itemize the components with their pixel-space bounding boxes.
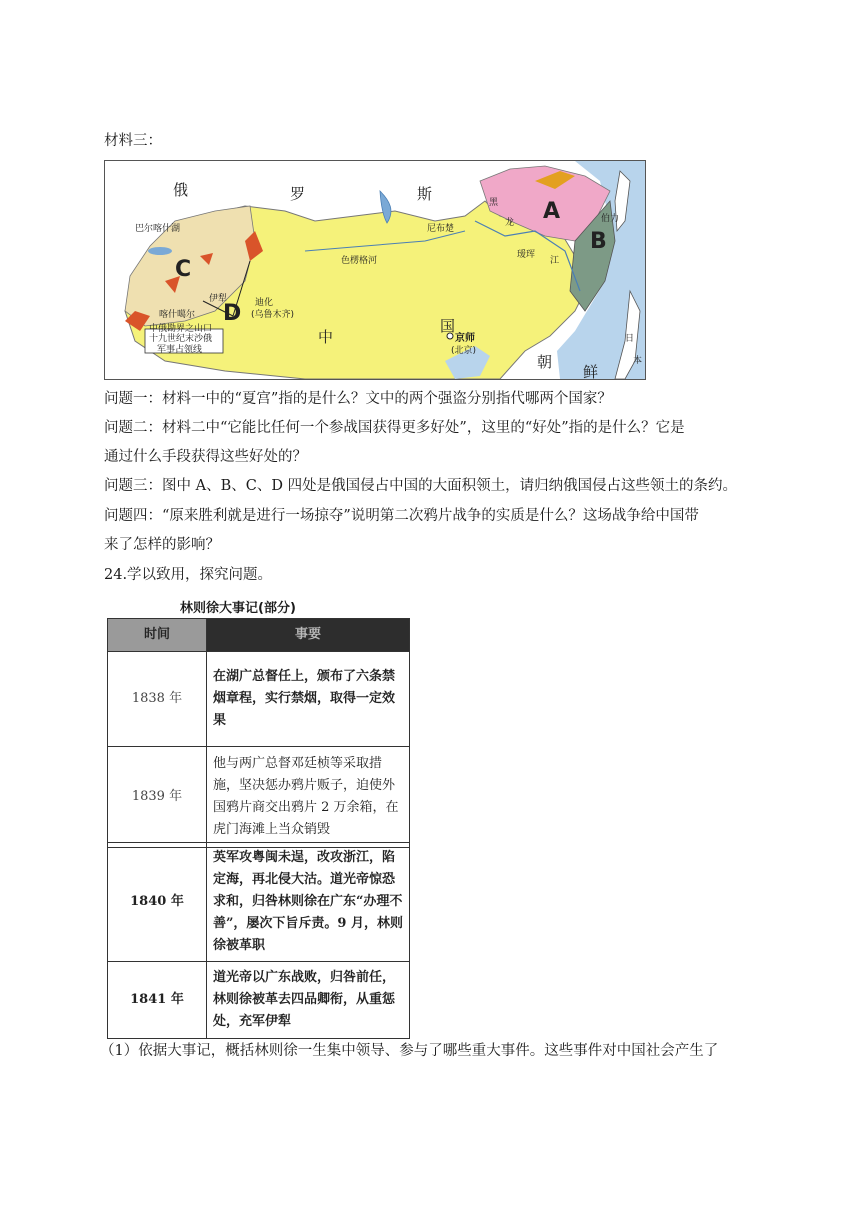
label-chao: 朝 bbox=[537, 353, 553, 371]
label-aigun: 瑷珲 bbox=[517, 250, 536, 260]
label-ri: 日 bbox=[625, 334, 635, 344]
label-legend-2: 军事占领线 bbox=[157, 345, 203, 355]
row-year: 1841 年 bbox=[108, 962, 207, 1039]
header-time: 时间 bbox=[108, 619, 207, 652]
label-nearby: 中俄勘界之山口 bbox=[149, 324, 213, 334]
label-china-1: 中 bbox=[318, 328, 334, 346]
table-row bbox=[108, 652, 410, 747]
row-year: 1839 年 bbox=[108, 747, 207, 848]
table-row bbox=[108, 843, 410, 962]
question-1: 问题一：材料一中的“夏宫”指的是什么？文中的两个强盗分别指代哪两个国家？ bbox=[104, 391, 612, 407]
label-river: 江 bbox=[550, 256, 560, 266]
map-letter-c: C bbox=[175, 257, 192, 282]
question-24-heading: 24.学以致用，探究问题。 bbox=[104, 567, 273, 583]
historical-map bbox=[104, 160, 646, 380]
label-jingshi: 京师 bbox=[455, 333, 475, 344]
label-russia-3: 斯 bbox=[417, 185, 433, 203]
map-letter-a: A bbox=[543, 199, 561, 224]
header-event: 事要 bbox=[206, 619, 409, 652]
label-yili: 伊犁 bbox=[209, 294, 228, 304]
label-legend-1: 十九世纪末沙俄 bbox=[149, 334, 213, 344]
label-dihua: 迪化 bbox=[255, 298, 274, 308]
chronology-table-2 bbox=[107, 842, 410, 1039]
label-khabarovsk: 伯力 bbox=[601, 214, 620, 224]
label-russia-2: 罗 bbox=[290, 185, 306, 203]
label-kashgar: 喀什噶尔 bbox=[159, 310, 196, 320]
row-event: 英军攻粤闽未逞，改攻浙江，陷定海，再北侵大沽。道光帝惊恐求和，归咎林则徐在广东“办理不善”，屡次下旨斥责。9 月，林则徐被革职 bbox=[206, 843, 409, 962]
row-event: 他与两广总督邓廷桢等采取措施，坚决惩办鸦片贩子，迫使外国鸦片商交出鸦片 2 万余箱，在虎门海滩上当众销毁 bbox=[206, 747, 409, 848]
question-2a: 问题二：材料二中“它能比任何一个参战国获得更多好处”，这里的“好处”指的是什么？它是 bbox=[104, 420, 685, 436]
question-1-text: （1）依据大事记，概括林则徐一生集中领导、参与了哪些重大事件。这些事件对中国社会产生了 bbox=[100, 1043, 719, 1059]
question-4a: 问题四：“原来胜利就是进行一场掠夺”说明第二次鸦片战争的实质是什么？这场战争给中国带 bbox=[104, 508, 699, 524]
map-letter-d: D bbox=[223, 301, 242, 326]
label-balkhash: 巴尔喀什湖 bbox=[135, 224, 181, 234]
chronology-header-row bbox=[108, 619, 410, 652]
chronology-title: 林则徐大事记(部分) bbox=[180, 601, 296, 616]
row-event: 道光帝以广东战败，归咎前任，林则徐被革去四品卿衔，从重惩处，充军伊犁 bbox=[206, 962, 409, 1039]
label-beijing: (北京) bbox=[451, 346, 477, 356]
question-4b: 来了怎样的影响？ bbox=[104, 537, 220, 553]
label-heilong: 黑 bbox=[489, 198, 499, 208]
label-mountain: 色楞格河 bbox=[341, 256, 378, 266]
label-xian: 鲜 bbox=[583, 363, 599, 380]
material-three-heading: 材料三： bbox=[104, 133, 162, 149]
table-row bbox=[108, 962, 410, 1039]
label-ben: 本 bbox=[633, 356, 643, 366]
label-nerchinsk: 尼布楚 bbox=[427, 224, 455, 234]
row-year: 1838 年 bbox=[108, 652, 207, 747]
label-long: 龙 bbox=[505, 218, 515, 228]
map-letter-b: B bbox=[590, 229, 607, 254]
question-2b: 通过什么手段获得这些好处的？ bbox=[104, 449, 307, 465]
table-row bbox=[108, 747, 410, 848]
question-3: 问题三：图中 A、B、C、D 四处是俄国侵占中国的大面积领土，请归纳俄国侵占这些领土的条约。 bbox=[104, 478, 738, 494]
lake-balkhash bbox=[148, 247, 172, 255]
label-china-2: 国 bbox=[440, 317, 456, 335]
row-year: 1840 年 bbox=[108, 843, 207, 962]
label-urumqi: (乌鲁木齐) bbox=[251, 310, 295, 320]
label-russia-1: 俄 bbox=[173, 181, 189, 199]
chronology-table-1 bbox=[107, 618, 410, 848]
row-event: 在湖广总督任上，颁布了六条禁烟章程，实行禁烟，取得一定效果 bbox=[206, 652, 409, 747]
